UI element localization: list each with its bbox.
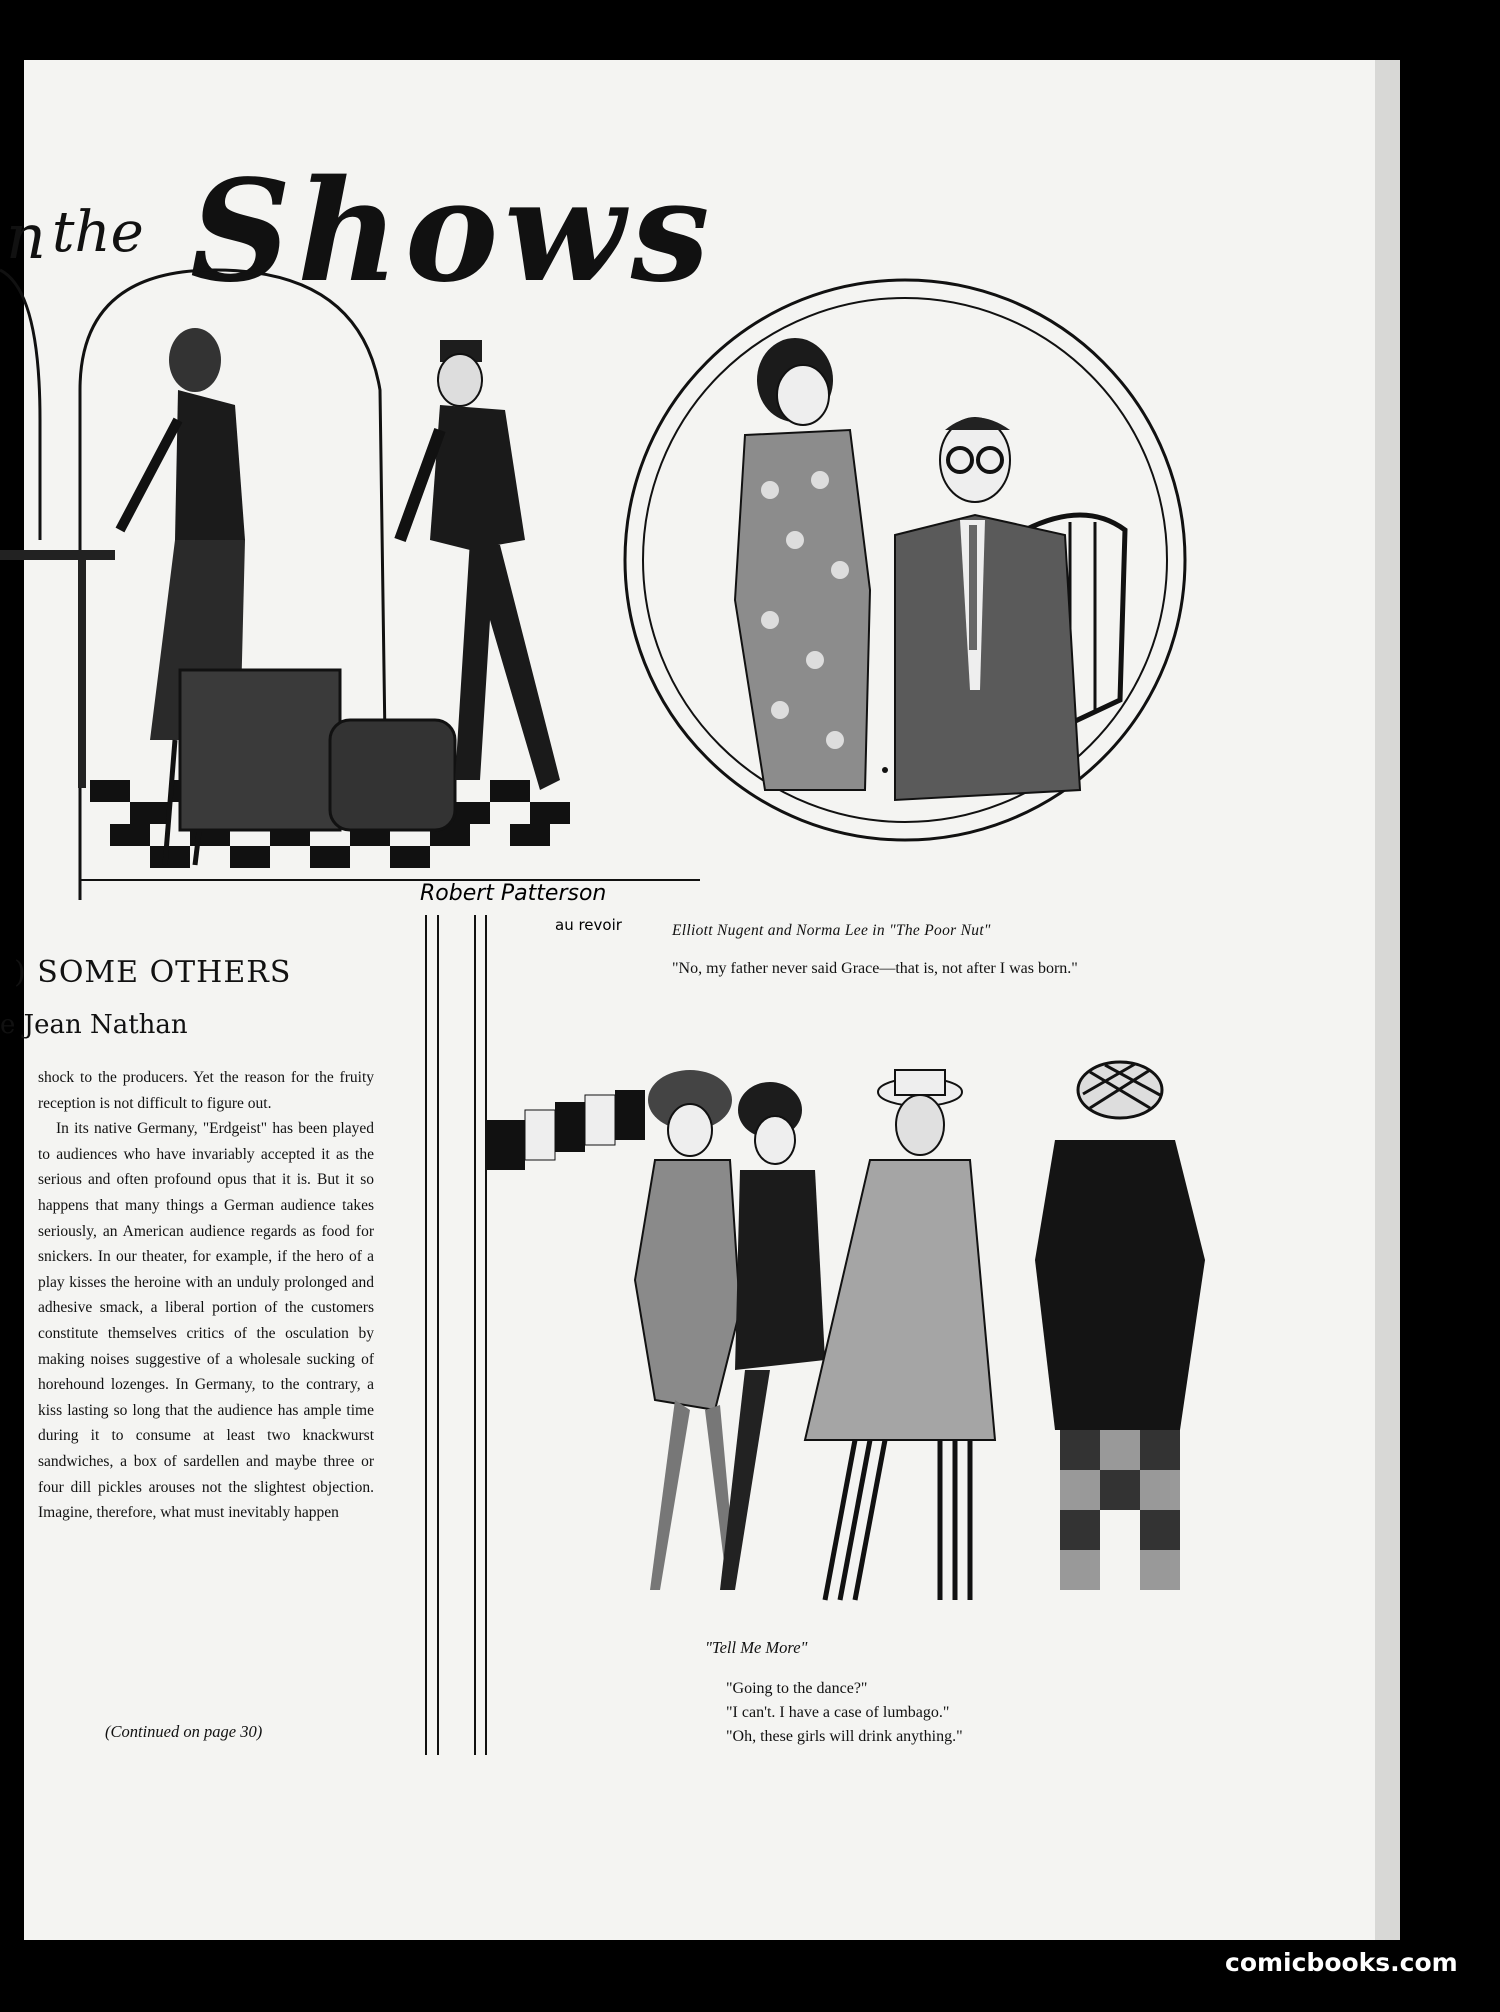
figure-caption: "Tell Me More" xyxy=(705,1638,808,1657)
column-rule xyxy=(437,915,439,1755)
poor-nut-illustration xyxy=(565,270,1235,890)
article-body xyxy=(38,1065,374,1526)
figure-quote: "No, my father never said Grace—that is, not after I was born." xyxy=(672,960,1078,977)
watermark: comicbooks.com xyxy=(1225,1948,1458,1977)
figure-caption: Elliott Nugent and Norma Lee in "The Poor Nut" xyxy=(672,922,991,939)
page-edge xyxy=(1375,60,1400,1940)
article-headline: ) SOME OTHERS xyxy=(14,955,292,990)
column-rule xyxy=(474,915,476,1755)
dialog-line: "I can't. I have a case of lumbago." xyxy=(726,1704,950,1721)
tell-me-more-illustration xyxy=(485,1050,1285,1630)
article-paragraph: shock to the producers. Yet the reason for the fruity reception is not difficult to figure out. xyxy=(38,1069,374,1112)
dialog-line: "Going to the dance?" xyxy=(726,1680,868,1697)
figure-dialog xyxy=(726,1677,963,1749)
continued-note: (Continued on page 30) xyxy=(105,1722,263,1741)
illustrator-signature: Robert Patterson xyxy=(420,881,607,906)
article-paragraph: In its native Germany, "Erdgeist" has been played to audiences who have invariably accepted it as the serious and often profound opus that it is. But it so happens that many things a German audience takes seriously, an American audience regards as food for snickers. In our theater, for example, if the hero of a play kisses the heroine with an unduly prolonged and adhesive smack, a liberal portion of the customers constitute themselves critics of the osculation by making noises suggestive of a wholesale sucking of horehound lozenges. In Germany, to the contrary, a kiss lasting so long that the audience has ample time during it to consume at least two knackwurst sandwiches, a box of sardellen and maybe three or four dill pickles arouses not the slightest objection. Imagine, therefore, what must inevitably happen xyxy=(38,1120,374,1522)
illustration-note: au revoir xyxy=(555,916,622,934)
page-title: Shows xyxy=(190,150,716,314)
title-the: the xyxy=(52,200,144,265)
article-byline: e Jean Nathan xyxy=(0,1010,188,1040)
dialog-line: "Oh, these girls will drink anything." xyxy=(726,1728,963,1745)
column-rule xyxy=(425,915,427,1755)
scan-border xyxy=(1400,0,1500,2012)
title-prefix: n xyxy=(6,200,46,273)
